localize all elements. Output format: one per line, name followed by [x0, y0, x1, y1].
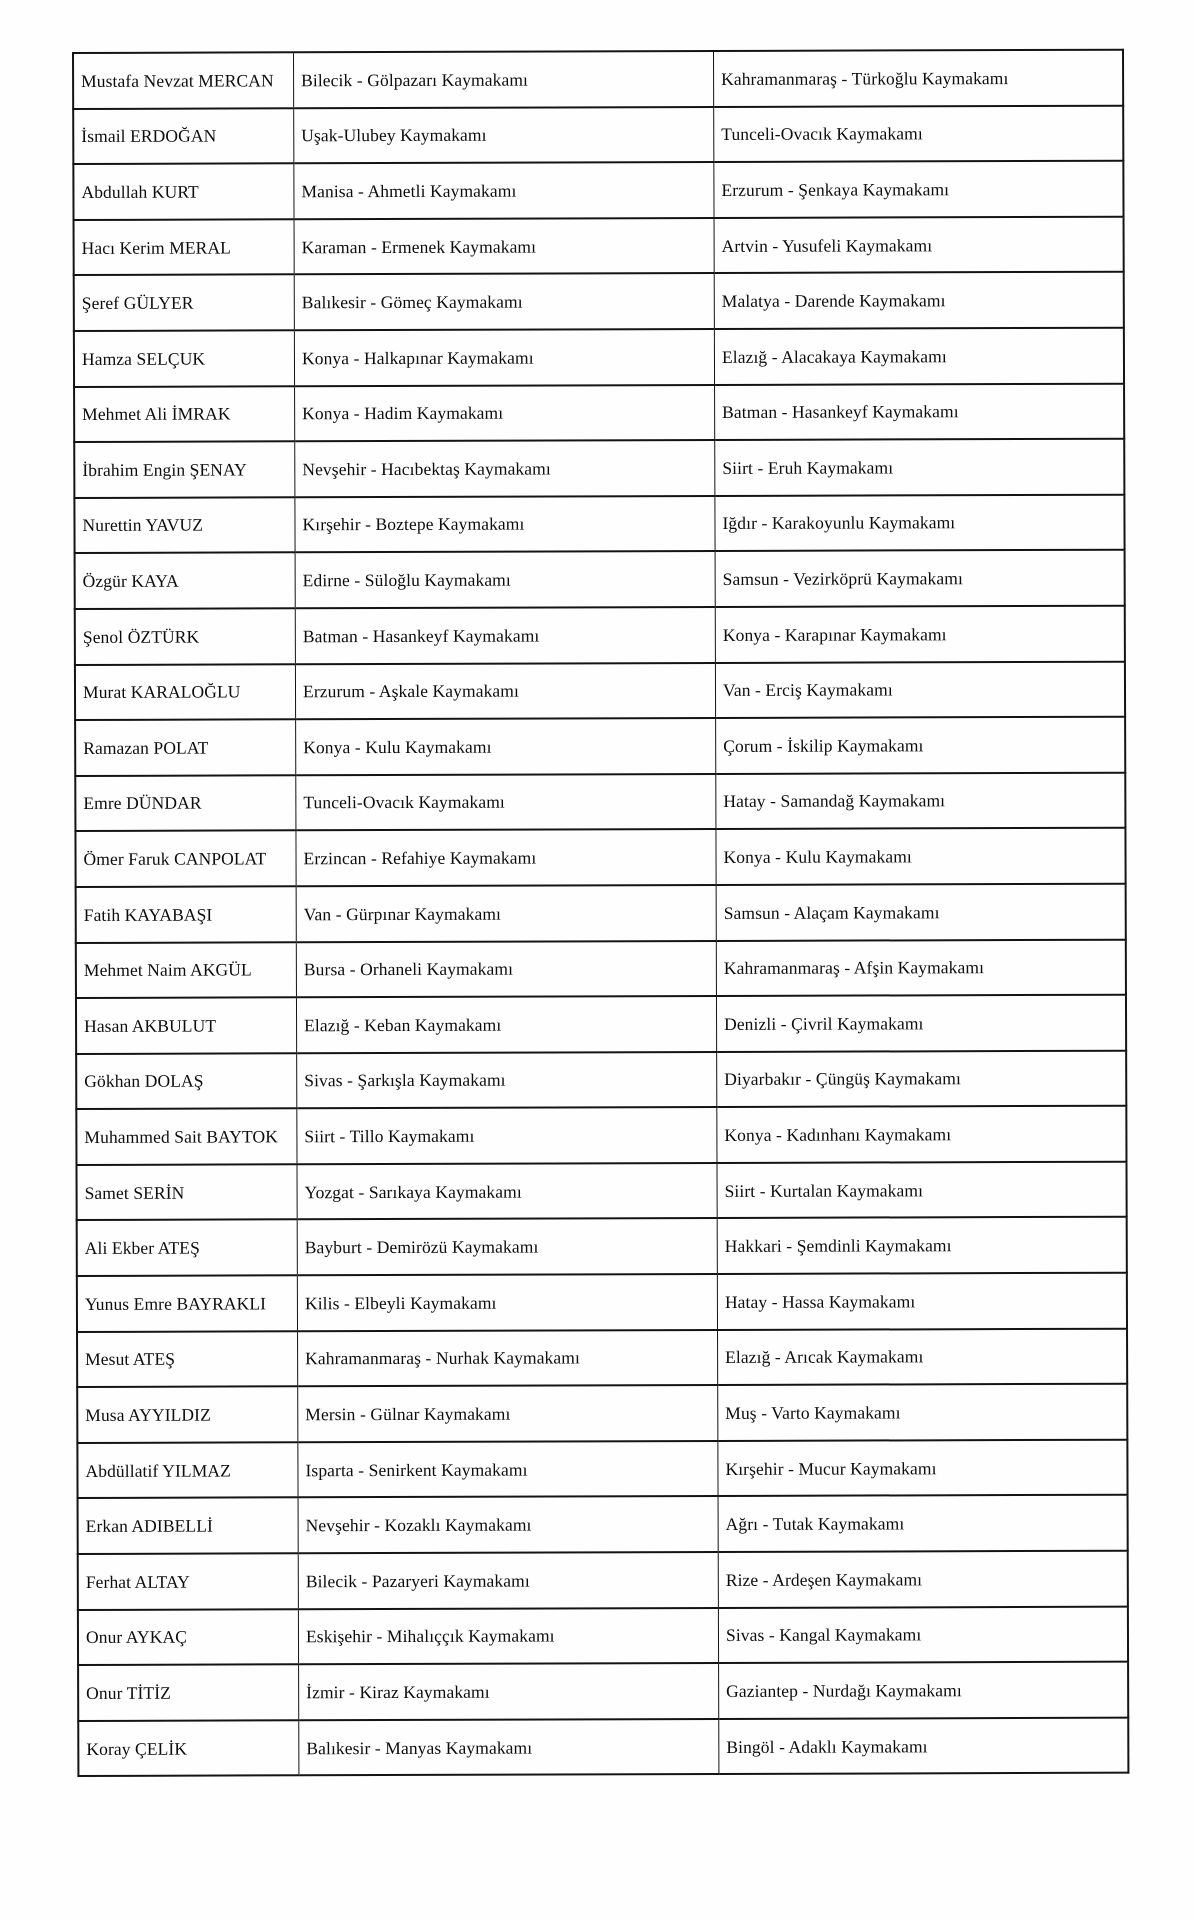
new-post-cell: Samsun - Vezirköprü Kaymakamı: [715, 550, 1125, 607]
appointee-name-cell: Erkan ADIBELLİ: [78, 1498, 299, 1554]
current-post-cell: Konya - Halkapınar Kaymakamı: [294, 329, 714, 386]
appointee-name-cell: Ali Ekber ATEŞ: [77, 1220, 298, 1276]
appointee-name-cell: Abdullah KURT: [73, 163, 294, 219]
table-row: [74, 439, 1124, 498]
table-row: [75, 661, 1125, 720]
current-post-cell: Nevşehir - Kozaklı Kaymakamı: [298, 1496, 718, 1553]
current-post-cell: Yozgat - Sarıkaya Kaymakamı: [297, 1163, 717, 1220]
new-post-cell: Batman - Hasankeyf Kaymakamı: [715, 383, 1125, 440]
current-post-cell: Balıkesir - Manyas Kaymakamı: [299, 1719, 719, 1776]
current-post-cell: Isparta - Senirkent Kaymakamı: [298, 1441, 718, 1498]
appointee-name-cell: Murat KARALOĞLU: [75, 664, 296, 720]
appointee-name-cell: Muhammed Sait BAYTOK: [76, 1109, 297, 1165]
appointee-name-cell: Özgür KAYA: [75, 553, 296, 609]
new-post-cell: Iğdır - Karakoyunlu Kaymakamı: [715, 494, 1125, 551]
table-row: [78, 1551, 1128, 1610]
appointee-name-cell: Koray ÇELİK: [78, 1720, 299, 1776]
new-post-cell: Denizli - Çivril Kaymakamı: [716, 995, 1126, 1052]
appointee-name-cell: Onur AYKAÇ: [78, 1609, 299, 1665]
current-post-cell: Mersin - Gülnar Kaymakamı: [298, 1385, 718, 1442]
new-post-cell: Diyarbakır - Çüngüş Kaymakamı: [717, 1050, 1127, 1107]
appointee-name-cell: Yunus Emre BAYRAKLI: [77, 1275, 298, 1331]
current-post-cell: Kahramanmaraş - Nurhak Kaymakamı: [298, 1330, 718, 1387]
new-post-cell: Artvin - Yusufeli Kaymakamı: [714, 216, 1124, 273]
current-post-cell: Konya - Hadim Kaymakamı: [295, 385, 715, 442]
table-row: [76, 1106, 1126, 1165]
appointee-name-cell: İbrahim Engin ŞENAY: [74, 441, 295, 497]
appointee-name-cell: Fatih KAYABAŞI: [76, 886, 297, 942]
new-post-cell: Tunceli-Ovacık Kaymakamı: [714, 105, 1124, 162]
current-post-cell: Bilecik - Pazaryeri Kaymakamı: [298, 1552, 718, 1609]
new-post-cell: Kahramanmaraş - Türkoğlu Kaymakamı: [714, 50, 1124, 107]
new-post-cell: Kırşehir - Mucur Kaymakamı: [718, 1440, 1128, 1497]
table-row: [78, 1718, 1128, 1777]
new-post-cell: Rize - Ardeşen Kaymakamı: [718, 1551, 1128, 1608]
appointee-name-cell: Mesut ATEŞ: [77, 1331, 298, 1387]
table-row: [74, 272, 1124, 331]
new-post-cell: Bingöl - Adaklı Kaymakamı: [719, 1718, 1129, 1775]
appointee-name-cell: Gökhan DOLAŞ: [76, 1053, 297, 1109]
table-row: [77, 1217, 1127, 1276]
current-post-cell: Batman - Hasankeyf Kaymakamı: [295, 607, 715, 664]
table-row: [78, 1606, 1128, 1665]
table-row: [76, 939, 1126, 998]
table-row: [73, 50, 1123, 109]
new-post-cell: Siirt - Kurtalan Kaymakamı: [717, 1162, 1127, 1219]
current-post-cell: Van - Gürpınar Kaymakamı: [296, 885, 716, 942]
new-post-cell: Erzurum - Şenkaya Kaymakamı: [714, 161, 1124, 218]
current-post-cell: Eskişehir - Mihalıççık Kaymakamı: [298, 1608, 718, 1665]
table-row: [75, 772, 1125, 831]
current-post-cell: Balıkesir - Gömeç Kaymakamı: [294, 273, 714, 330]
new-post-cell: Konya - Kulu Kaymakamı: [716, 828, 1126, 885]
table-row: [78, 1495, 1128, 1554]
table-row: [74, 494, 1124, 553]
table-row: [77, 1440, 1127, 1499]
new-post-cell: Hatay - Hassa Kaymakamı: [717, 1273, 1127, 1330]
current-post-cell: Elazığ - Keban Kaymakamı: [296, 996, 716, 1053]
table-row: [73, 105, 1123, 164]
appointee-name-cell: Hacı Kerim MERAL: [74, 219, 295, 275]
table-row: [76, 1162, 1126, 1221]
current-post-cell: İzmir - Kiraz Kaymakamı: [299, 1663, 719, 1720]
appointee-name-cell: Şenol ÖZTÜRK: [75, 608, 296, 664]
table-row: [76, 1050, 1126, 1109]
table-row: [75, 606, 1125, 665]
table-row: [78, 1662, 1128, 1721]
new-post-cell: Malatya - Darende Kaymakamı: [714, 272, 1124, 329]
current-post-cell: Kırşehir - Boztepe Kaymakamı: [295, 496, 715, 553]
table-row: [74, 216, 1124, 275]
appointee-name-cell: Şeref GÜLYER: [74, 275, 295, 331]
new-post-cell: Hatay - Samandağ Kaymakamı: [716, 772, 1126, 829]
current-post-cell: Bayburt - Demirözü Kaymakamı: [297, 1218, 717, 1275]
current-post-cell: Uşak-Ulubey Kaymakamı: [294, 107, 714, 164]
table-row: [77, 1328, 1127, 1387]
new-post-cell: Siirt - Eruh Kaymakamı: [715, 439, 1125, 496]
current-post-cell: Bursa - Orhaneli Kaymakamı: [296, 940, 716, 997]
appointee-name-cell: Mehmet Ali İMRAK: [74, 386, 295, 442]
appointments-table-body: [73, 50, 1128, 1777]
appointee-name-cell: Ömer Faruk CANPOLAT: [75, 831, 296, 887]
appointee-name-cell: Ferhat ALTAY: [78, 1553, 299, 1609]
table-row: [76, 884, 1126, 943]
current-post-cell: Erzurum - Aşkale Kaymakamı: [295, 663, 715, 720]
appointee-name-cell: Emre DÜNDAR: [75, 775, 296, 831]
table-row: [75, 828, 1125, 887]
appointee-name-cell: Mustafa Nevzat MERCAN: [73, 52, 294, 108]
appointee-name-cell: Hasan AKBULUT: [76, 997, 297, 1053]
current-post-cell: Kilis - Elbeyli Kaymakamı: [297, 1274, 717, 1331]
appointee-name-cell: Hamza SELÇUK: [74, 330, 295, 386]
table-row: [75, 550, 1125, 609]
new-post-cell: Elazığ - Alacakaya Kaymakamı: [714, 328, 1124, 385]
new-post-cell: Kahramanmaraş - Afşin Kaymakamı: [716, 939, 1126, 996]
new-post-cell: Elazığ - Arıcak Kaymakamı: [718, 1328, 1128, 1385]
appointee-name-cell: Onur TİTİZ: [78, 1665, 299, 1721]
current-post-cell: Manisa - Ahmetli Kaymakamı: [294, 162, 714, 219]
current-post-cell: Karaman - Ermenek Kaymakamı: [294, 218, 714, 275]
appointee-name-cell: Musa AYYILDIZ: [77, 1387, 298, 1443]
table-row: [76, 995, 1126, 1054]
appointee-name-cell: Mehmet Naim AKGÜL: [76, 942, 297, 998]
new-post-cell: Konya - Kadınhanı Kaymakamı: [717, 1106, 1127, 1163]
table-row: [74, 383, 1124, 442]
appointee-name-cell: Samet SERİN: [76, 1164, 297, 1220]
current-post-cell: Konya - Kulu Kaymakamı: [296, 718, 716, 775]
table-row: [77, 1384, 1127, 1443]
current-post-cell: Erzincan - Refahiye Kaymakamı: [296, 829, 716, 886]
appointee-name-cell: İsmail ERDOĞAN: [73, 108, 294, 164]
appointee-name-cell: Ramazan POLAT: [75, 719, 296, 775]
current-post-cell: Edirne - Süloğlu Kaymakamı: [295, 551, 715, 608]
current-post-cell: Siirt - Tillo Kaymakamı: [297, 1107, 717, 1164]
new-post-cell: Ağrı - Tutak Kaymakamı: [718, 1495, 1128, 1552]
new-post-cell: Muş - Varto Kaymakamı: [718, 1384, 1128, 1441]
appointee-name-cell: Nurettin YAVUZ: [74, 497, 295, 553]
new-post-cell: Hakkari - Şemdinli Kaymakamı: [717, 1217, 1127, 1274]
new-post-cell: Van - Erciş Kaymakamı: [715, 661, 1125, 718]
appointee-name-cell: Abdüllatif YILMAZ: [77, 1442, 298, 1498]
appointments-table: [72, 49, 1129, 1778]
table-row: [75, 717, 1125, 776]
current-post-cell: Nevşehir - Hacıbektaş Kaymakamı: [295, 440, 715, 497]
new-post-cell: Gaziantep - Nurdağı Kaymakamı: [719, 1662, 1129, 1719]
new-post-cell: Sivas - Kangal Kaymakamı: [718, 1606, 1128, 1663]
new-post-cell: Çorum - İskilip Kaymakamı: [716, 717, 1126, 774]
table-row: [74, 328, 1124, 387]
table-row: [73, 161, 1123, 220]
current-post-cell: Tunceli-Ovacık Kaymakamı: [296, 774, 716, 831]
new-post-cell: Konya - Karapınar Kaymakamı: [715, 606, 1125, 663]
new-post-cell: Samsun - Alaçam Kaymakamı: [716, 884, 1126, 941]
table-row: [77, 1273, 1127, 1332]
current-post-cell: Bilecik - Gölpazarı Kaymakamı: [294, 51, 714, 108]
current-post-cell: Sivas - Şarkışla Kaymakamı: [297, 1052, 717, 1109]
